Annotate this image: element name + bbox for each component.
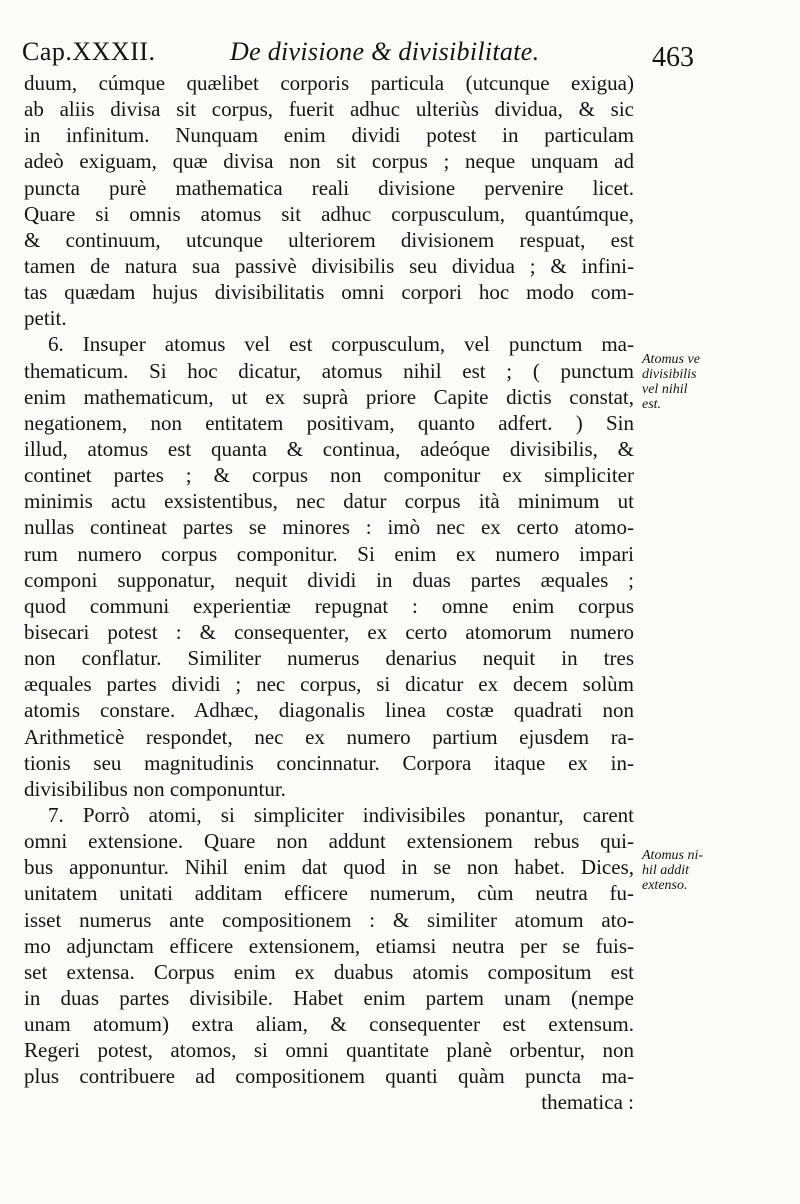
text-line: plus contribuere ad compositionem quanti quàm puncta ma- bbox=[24, 1064, 634, 1089]
text-line: non conflatur. Similiter numerus denarius nequit in tres bbox=[24, 646, 634, 671]
margin-note-line: Atomus ni- bbox=[642, 848, 704, 863]
text-line: nullas contineat partes se minores : imò nec ex certo atomo- bbox=[24, 515, 634, 540]
chapter-label: Cap.XXXII. bbox=[22, 37, 156, 66]
body-text bbox=[24, 70, 634, 1116]
text-line: minimis actu exsistentibus, nec datur corpus ità minimum ut bbox=[24, 489, 634, 514]
text-line: ab aliis divisa sit corpus, fuerit adhuc ulteriùs dividua, & sic bbox=[24, 97, 634, 122]
text-line: adeò exiguam, quæ divisa non sit corpus ; neque unquam ad bbox=[24, 149, 634, 174]
text-line: tionis seu magnitudinis concinnatur. Corpora itaque ex in- bbox=[24, 750, 634, 775]
margin-note-line: vel nihil bbox=[642, 382, 688, 397]
text-line: Arithmeticè respondet, nec ex numero partium ejusdem ra- bbox=[24, 724, 634, 749]
margin-note-line: divisibilis bbox=[642, 367, 697, 382]
text-line: 6. Insuper atomus vel est corpusculum, vel punctum ma- bbox=[48, 332, 634, 357]
text-line: æquales partes dividi ; nec corpus, si dicatur ex decem solùm bbox=[24, 672, 634, 697]
text-line: componi supponatur, nequit dividi in duas partes æquales ; bbox=[24, 567, 634, 592]
text-line: enim mathematicum, ut ex suprà priore Capite dictis constat, bbox=[24, 384, 634, 409]
text-line: isset numerus ante compositionem : & similiter atomum ato- bbox=[24, 907, 634, 932]
text-line: puncta purè mathematica reali divisione pervenire licet. bbox=[24, 175, 634, 200]
margin-note-2 bbox=[642, 848, 782, 893]
text-line: in infinitum. Nunquam enim dividi potest in particulam bbox=[24, 123, 634, 148]
text-line: petit. bbox=[24, 306, 67, 331]
text-line: continet partes ; & corpus non componitur ex simpliciter bbox=[24, 463, 634, 488]
running-header bbox=[22, 34, 722, 73]
text-line: negationem, non entitatem positivam, quanto adfert. ) Sin bbox=[24, 410, 634, 435]
text-line: omni extensione. Quare non addunt extensionem rebus qui- bbox=[24, 829, 634, 854]
text-line: unam atomum) extra aliam, & consequenter est extensum. bbox=[24, 1012, 634, 1037]
text-line: thematicum. Si hoc dicatur, atomus nihil est ; ( punctum bbox=[24, 358, 634, 383]
margin-note-line: extenso. bbox=[642, 878, 688, 893]
text-line: 7. Porrò atomi, si simpliciter indivisibiles ponantur, carent bbox=[48, 802, 634, 827]
text-line: bus apponuntur. Nihil enim dat quod in se non habet. Dices, bbox=[24, 855, 634, 880]
text-line: divisibilibus non componuntur. bbox=[24, 776, 286, 801]
text-line: thematica : bbox=[541, 1090, 634, 1115]
text-line: & continuum, utcunque ulteriorem divisionem respuat, est bbox=[24, 227, 634, 252]
text-line: unitatem unitati additam efficere numerum, cùm neutra fu- bbox=[24, 881, 634, 906]
text-line: mo adjunctam efficere extensionem, etiamsi neutra per se fuis- bbox=[24, 933, 634, 958]
page-number: 463 bbox=[652, 42, 694, 73]
running-title: De divisione & divisibilitate. bbox=[230, 37, 540, 66]
text-line: tamen de natura sua passivè divisibilis seu dividua ; & infini- bbox=[24, 253, 634, 278]
text-line: set extensa. Corpus enim ex duabus atomis compositum est bbox=[24, 959, 634, 984]
text-line: quod communi experientiæ repugnat : omne enim corpus bbox=[24, 593, 634, 618]
text-line: Quare si omnis atomus sit adhuc corpusculum, quantúmque, bbox=[24, 201, 634, 226]
text-line: atomis constare. Adhæc, diagonalis linea costæ quadrati non bbox=[24, 698, 634, 723]
text-line: rum numero corpus componitur. Si enim ex numero impari bbox=[24, 541, 634, 566]
margin-note-1 bbox=[642, 352, 782, 412]
text-line: bisecari potest : & consequenter, ex certo atomorum numero bbox=[24, 619, 634, 644]
text-line: illud, atomus est quanta & continua, adeóque divisibilis, & bbox=[24, 436, 634, 461]
margin-note-line: hil addit bbox=[642, 863, 690, 878]
text-line: in duas partes divisibile. Habet enim partem unam (nempe bbox=[24, 985, 634, 1010]
text-line: tas quædam hujus divisibilitatis omni corpori hoc modo com- bbox=[24, 280, 634, 305]
margin-note-line: Atomus ve bbox=[642, 352, 700, 367]
text-line: duum, cúmque quælibet corporis particula (utcunque exigua) bbox=[24, 71, 634, 95]
margin-note-line: est. bbox=[642, 397, 662, 412]
text-line: Regeri potest, atomos, si omni quantitate planè orbentur, non bbox=[24, 1038, 634, 1063]
